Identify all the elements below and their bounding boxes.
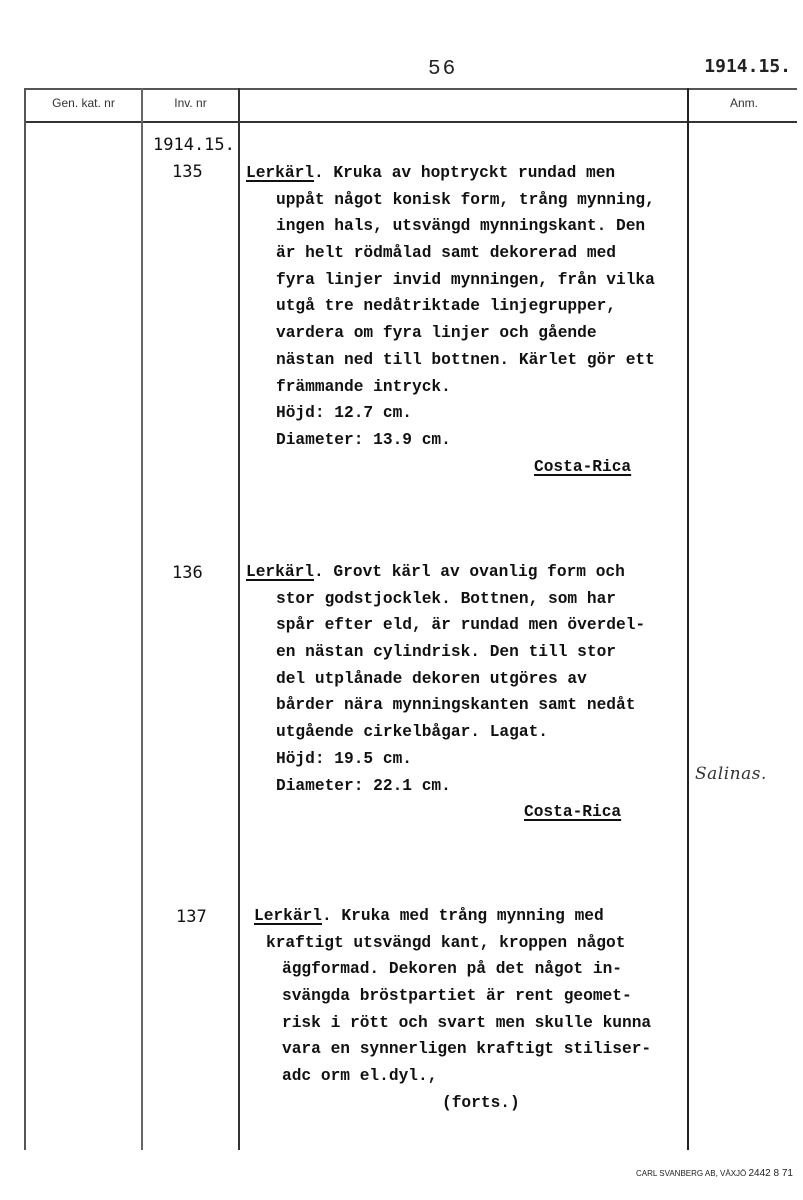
entry-first-line-text: . Grovt kärl av ovanlig form och [314, 563, 625, 581]
entry-line: utgå tre nedåtriktade linjegrupper, [276, 297, 616, 316]
entry-line: vardera om fyra linjer och gående [276, 324, 597, 343]
entry-line: adc orm el.dyl., [282, 1067, 438, 1086]
catalog-entry [246, 160, 696, 480]
entry-line: utgående cirkelbågar. Lagat. [276, 723, 548, 742]
entry-diameter: Diameter: 22.1 cm. [276, 776, 451, 795]
entry-title: Lerkärl [254, 907, 322, 925]
printer-imprint [636, 1168, 793, 1179]
entry-line: är helt rödmålad samt dekorerad med [276, 244, 616, 263]
entry-height: Höjd: 12.7 cm. [276, 404, 412, 423]
catalog-entry [246, 559, 696, 826]
entry-line: del utplånade dekoren utgöres av [276, 669, 587, 688]
entry-line: fyra linjer invid mynningen, från vilka [276, 270, 655, 289]
entry-place: Costa-Rica [524, 803, 622, 822]
entry-line: en nästan cylindrisk. Den till stor [276, 643, 616, 662]
entry-line: uppåt något konisk form, trång mynning, [276, 190, 655, 209]
entry-diameter: Diameter: 13.9 cm. [276, 430, 451, 449]
collection-number: 1914.15. [153, 135, 235, 155]
entry-height: Höjd: 19.5 cm. [276, 749, 412, 768]
form-code: 2442 8 71 [748, 1168, 793, 1179]
entry-first-line [254, 903, 704, 930]
header-inv-nr: Inv. nr [174, 96, 207, 110]
entry-place: Costa-Rica [534, 457, 632, 476]
entry-line: bårder nära mynningskanten samt nedåt [276, 696, 636, 715]
entry-first-line-text: . Kruka med trång mynning med [322, 907, 604, 925]
page-number: 56 [428, 58, 458, 81]
inv-number-137: 137 [176, 907, 207, 927]
table-left-border [24, 88, 26, 1150]
entry-line: kraftigt utsvängd kant, kroppen något [266, 933, 626, 952]
printer-name: CARL SVANBERG AB, VÄXJÖ [636, 1169, 747, 1178]
column-divider-gen-inv [141, 88, 143, 1150]
inv-number-136: 136 [172, 563, 203, 583]
entry-line: främmande intryck. [276, 377, 451, 396]
page-reference: 1914.15. [704, 56, 791, 77]
entry-line: spår efter eld, är rundad men överdel- [276, 616, 646, 635]
entry-line: vara en synnerligen kraftigt stiliser- [282, 1040, 652, 1059]
entry-first-line-text: . Kruka av hoptryckt rundad men [314, 164, 616, 182]
entry-line: ingen hals, utsvängd mynningskant. Den [276, 217, 646, 236]
entry-line: äggformad. Dekoren på det något in- [282, 960, 622, 979]
header-anm: Anm. [729, 96, 758, 110]
inv-number-135: 135 [172, 162, 203, 182]
header-gen-kat-nr: Gen. kat. nr [52, 96, 115, 110]
handwritten-annotation: Salinas. [695, 764, 767, 784]
entry-title: Lerkärl [246, 164, 314, 182]
entry-title: Lerkärl [246, 563, 314, 581]
entry-continued: (forts.) [442, 1093, 520, 1112]
entry-line: nästan ned till bottnen. Kärlet gör ett [276, 350, 655, 369]
entry-line: stor godstjocklek. Bottnen, som har [276, 589, 616, 608]
entry-first-line [246, 160, 696, 187]
entry-line: svängda bröstpartiet är rent geomet- [282, 987, 632, 1006]
entry-line: risk i rött och svart men skulle kunna [282, 1013, 652, 1032]
column-divider-inv-desc [238, 88, 240, 1150]
entry-first-line [246, 559, 696, 586]
catalog-entry [254, 903, 704, 1117]
